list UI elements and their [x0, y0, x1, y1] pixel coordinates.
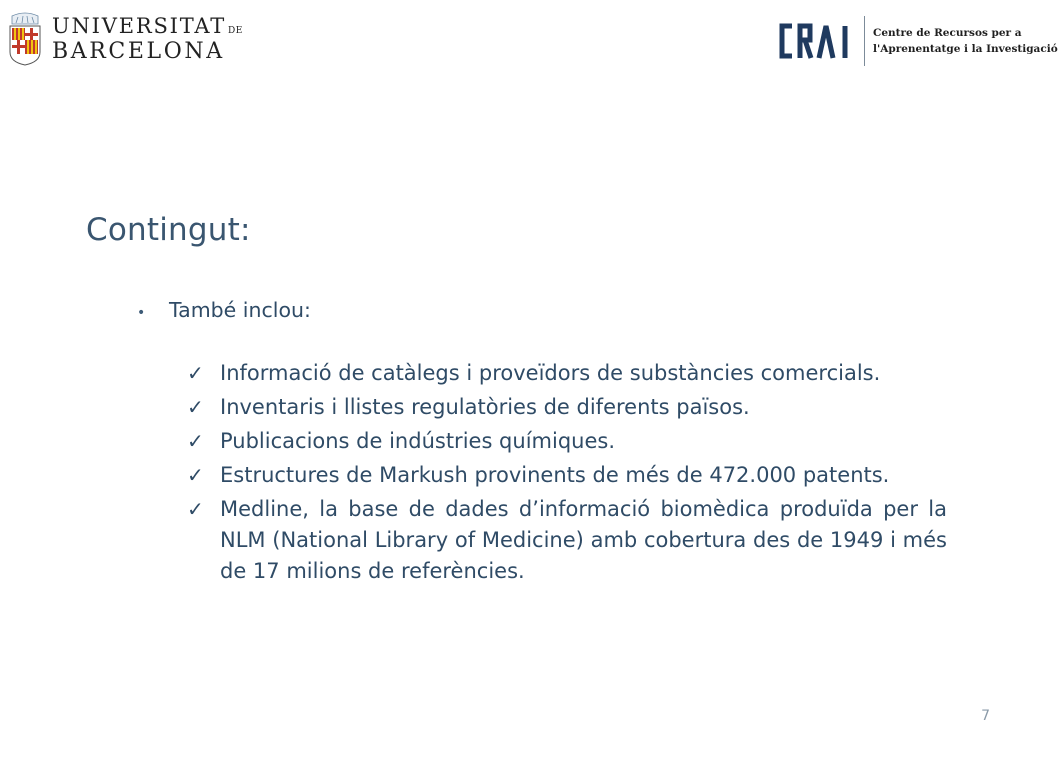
university-name-line1: UNIVERSITAT: [52, 13, 227, 38]
list-item-text: Inventaris i llistes regulatòries de diferents països.: [220, 395, 750, 419]
university-logo: [6, 10, 243, 68]
crai-logo: [778, 18, 1058, 64]
university-name-de: DE: [228, 25, 243, 36]
list-item: [187, 494, 947, 587]
crai-name-line2: l'Aprenentatge i la Investigació: [873, 43, 1058, 55]
crai-mark-icon: [778, 24, 854, 58]
bullet-item: [137, 298, 311, 322]
checkmark-icon: ✓: [187, 463, 204, 487]
content-list: [187, 358, 947, 590]
page-number: 7: [981, 708, 990, 724]
checkmark-icon: ✓: [187, 395, 204, 419]
university-name-line2: BARCELONA: [52, 38, 225, 64]
crai-full-name: [873, 25, 1058, 57]
checkmark-icon: ✓: [187, 429, 204, 453]
crai-name-line1: Centre de Recursos per a: [873, 27, 1022, 39]
list-item-text: Publicacions de indústries químiques.: [220, 429, 616, 453]
list-item: [187, 460, 947, 491]
slide-title: Contingut:: [86, 212, 251, 248]
list-item: [187, 392, 947, 423]
university-name: [52, 13, 243, 64]
list-item-text: Medline, la base de dades d’informació biomèdica produïda per la NLM (National Library of Medicine) amb cobertura des de 1949 i més de 17 milions de referències.: [220, 497, 947, 583]
crai-divider: [864, 16, 865, 66]
checkmark-icon: ✓: [187, 497, 204, 521]
list-item-text: Estructures de Markush provinents de més de 472.000 patents.: [220, 463, 890, 487]
bullet-text: També inclou:: [169, 298, 311, 322]
list-item: [187, 426, 947, 457]
university-shield-icon: [6, 12, 44, 66]
bullet-dot-icon: •: [137, 305, 146, 321]
list-item: [187, 358, 947, 389]
checkmark-icon: ✓: [187, 361, 204, 385]
list-item-text: Informació de catàlegs i proveïdors de substàncies comercials.: [220, 361, 881, 385]
